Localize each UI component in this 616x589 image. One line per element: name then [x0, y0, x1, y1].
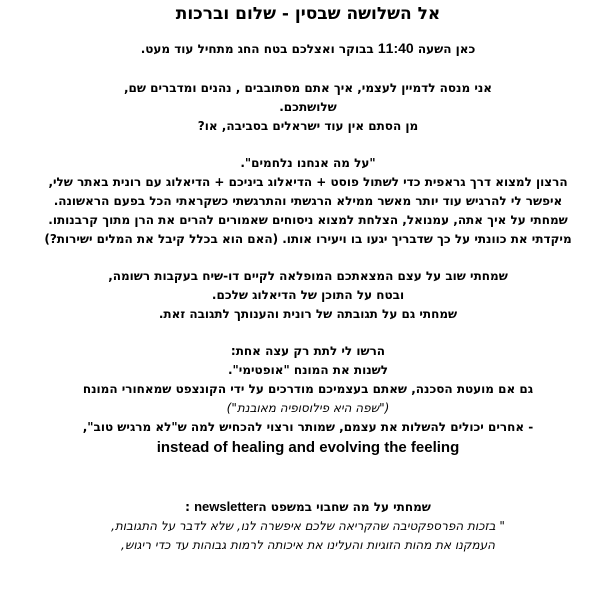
imagine-line-3: מן הסתם אין עוד ישראלים בסביבה, או?	[197, 119, 419, 133]
advice-english-line: instead of healing and evolving the feeling	[156, 439, 460, 456]
glad-line-3: שמחתי גם על תגובתה של רונית והענותך לתגובה זאת.	[158, 307, 458, 321]
glad-line-1: שמחתי שוב על עצם המצאתכם המופלאה לקיים דו-שיח בעקבות רשומה,	[108, 269, 508, 283]
newsletter-line-1: " בזכות הפרספקטיבה שהקריאה שלכם איפשרה לנו, שלא לדבר על התגובות,	[111, 519, 505, 533]
newsletter-heading-suffix: :	[185, 500, 195, 514]
newsletter-heading	[0, 497, 616, 517]
newsletter-line-2: העמקנו את מהות הזוגיות והעלינו את איכותה לרמות גבוהות עד כדי ריגוש,	[121, 538, 495, 552]
fight-heading: "על מה אנחנו נלחמים".	[240, 156, 376, 170]
fight-paragraph	[0, 154, 616, 249]
advice-line-2: לשנות את המונח "אופטימי".	[227, 363, 389, 377]
newsletter-paragraph	[0, 497, 616, 555]
fight-line-4: מיקדתי את כוונתי על כך שדבריך יגעו בו ויעירו אותו. (האם הוא בכלל קיבל את המלים ישירות?)	[44, 232, 572, 246]
newsletter-heading-word: newsletter	[194, 499, 259, 514]
advice-line-5: - אחרים יכולים להשלות את עצמם, שמותר ורצוי להכחיש למה ש"לא מרגיש טוב",	[82, 420, 534, 434]
glad-paragraph	[0, 267, 616, 324]
intro-prefix: כאן השעה	[413, 42, 476, 56]
intro-suffix: בבוקר ואצלכם בטח החג מתחיל עוד מעט.	[140, 42, 378, 56]
fight-line-1: הרצון למצוא דרך גראפית כדי לשתול פוסט + הדיאלוג ביניכם + הדיאלוג עם רונית באתר שלי,	[48, 175, 568, 189]
advice-line-1: הרשו לי לתת רק עצה אחת:	[230, 344, 386, 358]
fight-line-2: איפשר לי להרגיש עוד יותר מאשר ממילא הרגשתי והתרגשתי כשקראתי הכל בפעם הראשונה.	[53, 194, 563, 208]
newsletter-heading-prefix: שמחתי על מה שחבוי במשפט ה	[258, 500, 431, 514]
advice-line-4: ("שפה היא פילוסופיה מאובנת")	[226, 401, 390, 415]
fight-line-3: שמחתי על איך אתה, עמנואל, הצלחת למצוא ניסוחים שאמורים להרים את הרן מתוך קרבנותו.	[48, 213, 568, 227]
imagine-line-1: אני מנסה לדמיין לעצמי, איך אתם מסתובבים , נהנים ומדברים שם,	[123, 81, 493, 95]
advice-line-3: גם אם מועטת הסכנה, שאתם בעצמיכם מודרכים על ידי הקונצפט שמאחורי המונח	[82, 382, 534, 396]
imagine-line-2: שלושתכם.	[279, 100, 337, 114]
advice-paragraph	[0, 342, 616, 459]
intro-time: 11:40	[377, 40, 414, 56]
imagine-paragraph	[0, 79, 616, 136]
glad-line-2: ובטח על התוכן של הדיאלוג שלכם.	[211, 288, 405, 302]
intro-paragraph	[0, 39, 616, 59]
page-title: אל השלושה שבסין - שלום וברכות	[175, 4, 441, 24]
